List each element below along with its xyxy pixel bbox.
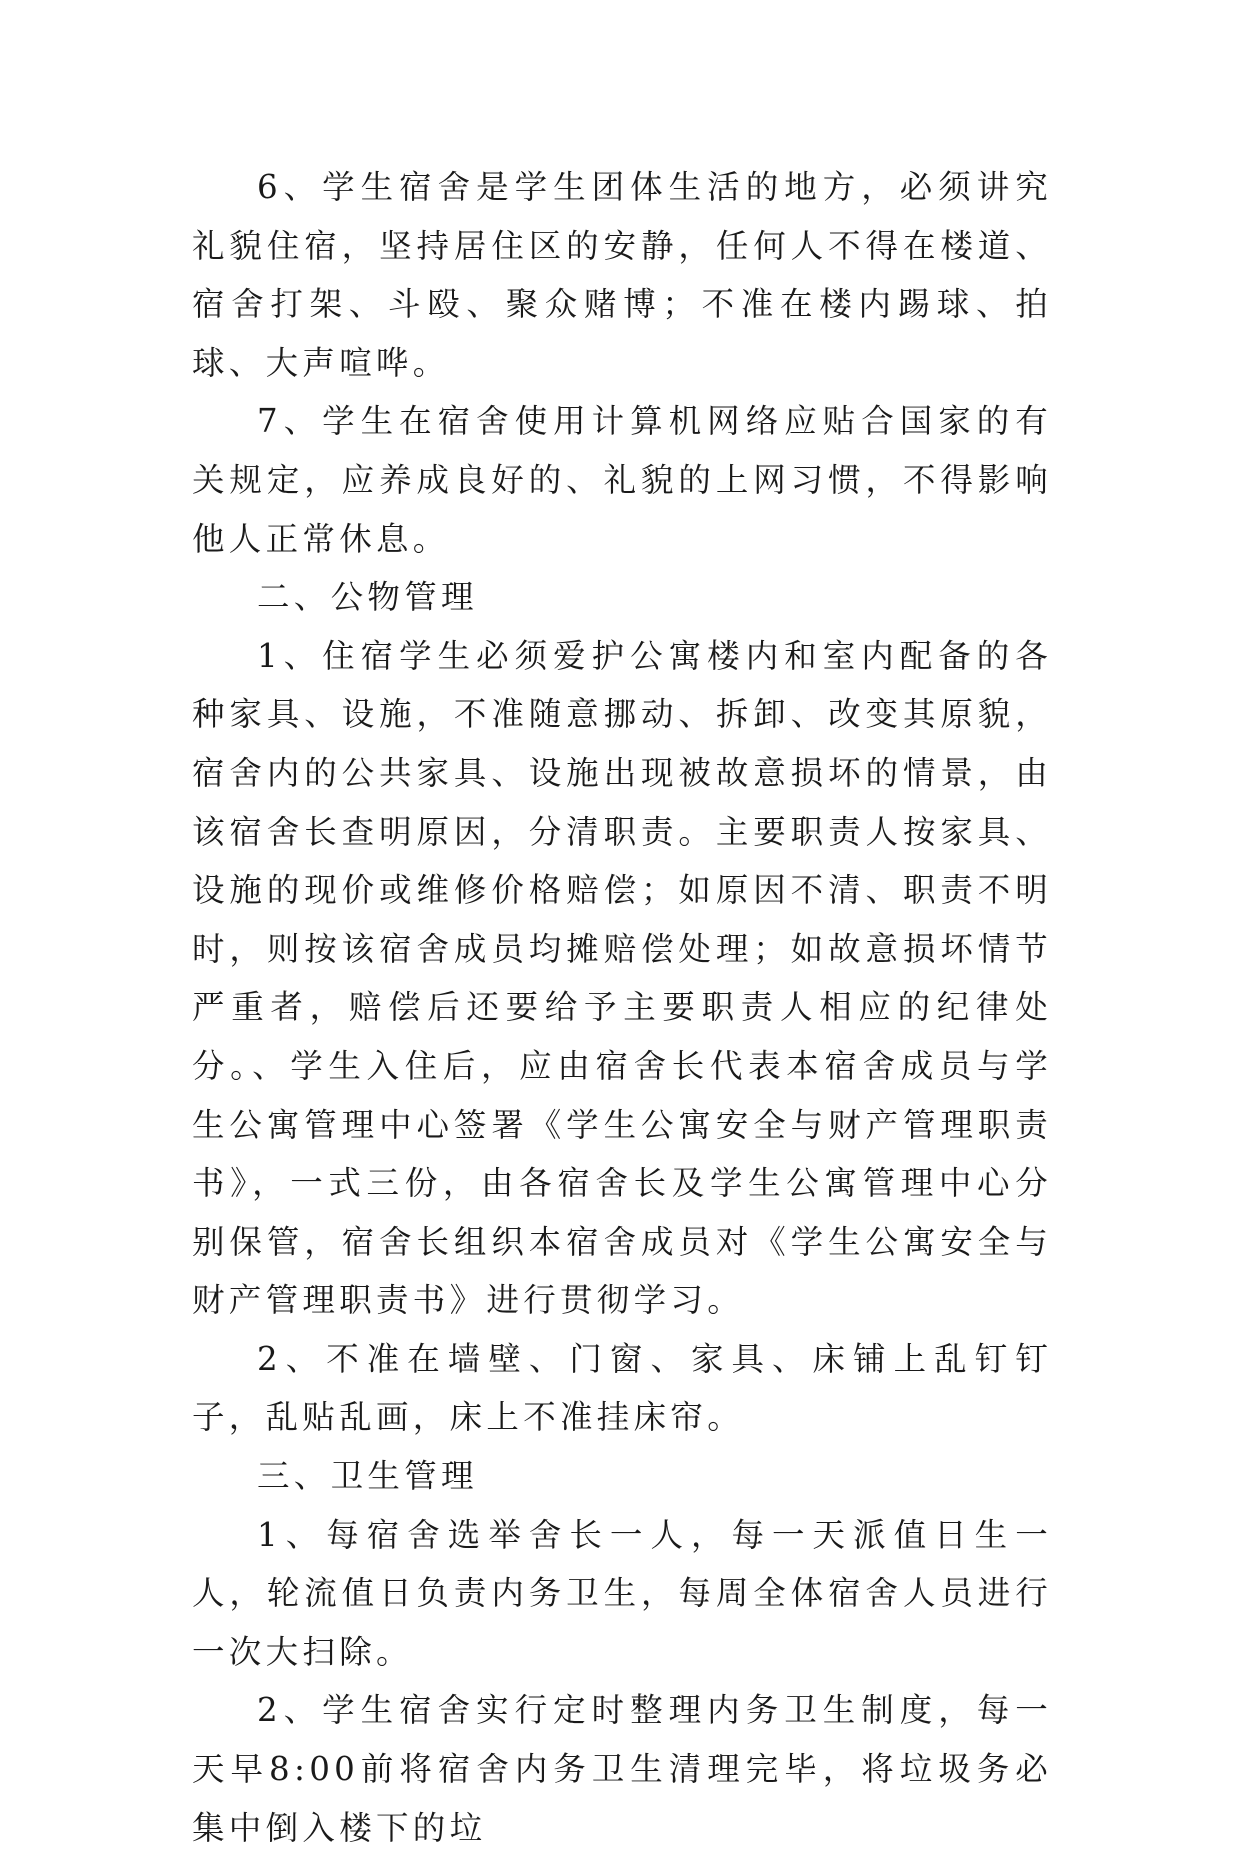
paragraph-hygiene-rule-2: 2、学生宿舍实行定时整理内务卫生制度，每一天早8:00前将宿舍内务卫生清理完毕，将垃圾务必集中倒入楼下的垃 (192, 1691, 1052, 1847)
paragraph-property-rule-1: 1、住宿学生必须爱护公寓楼内和室内配备的各种家具、设施，不准随意挪动、拆卸、改变其原貌，宿舍内的公共家具、设施出现被故意损坏的情景，由该宿舍长查明原因，分清职责。主要职责人按家具、设施的现价或维修价格赔偿；如原因不清、职责不明时，则按该宿舍成员均摊赔偿处理；如故意损坏情节严重者，赔偿后还要给予主要职责人相应的纪律处分。、学生入住后，应由宿舍长代表本宿舍成员与学生公寓管理中心签署《学生公寓安全与财产管理职责书》，一式三份，由各宿舍长及学生公寓管理中心分别保管，宿舍长组织本宿舍成员对《学生公寓安全与财产管理职责书》进行贯彻学习。 (192, 636, 1052, 1320)
document-body (192, 158, 1052, 1857)
paragraph-rule-7: 7、学生在宿舍使用计算机网络应贴合国家的有关规定，应养成良好的、礼貌的上网习惯，不得影响他人正常休息。 (192, 402, 1052, 558)
paragraph-hygiene-rule-1: 1、每宿舍选举舍长一人，每一天派值日生一人，轮流值日负责内务卫生，每周全体宿舍人员进行一次大扫除。 (192, 1515, 1052, 1671)
paragraph-rule-6: 6、学生宿舍是学生团体生活的地方，必须讲究礼貌住宿，坚持居住区的安静，任何人不得在楼道、宿舍打架、斗殴、聚众赌博；不准在楼内踢球、拍球、大声喧哗。 (192, 168, 1052, 382)
paragraph-property-rule-2: 2、不准在墙壁、门窗、家具、床铺上乱钉钉子，乱贴乱画，床上不准挂床帘。 (192, 1339, 1052, 1437)
section-heading-property-management: 二、公物管理 (257, 578, 478, 617)
section-heading-hygiene-management: 三、卫生管理 (257, 1457, 478, 1496)
